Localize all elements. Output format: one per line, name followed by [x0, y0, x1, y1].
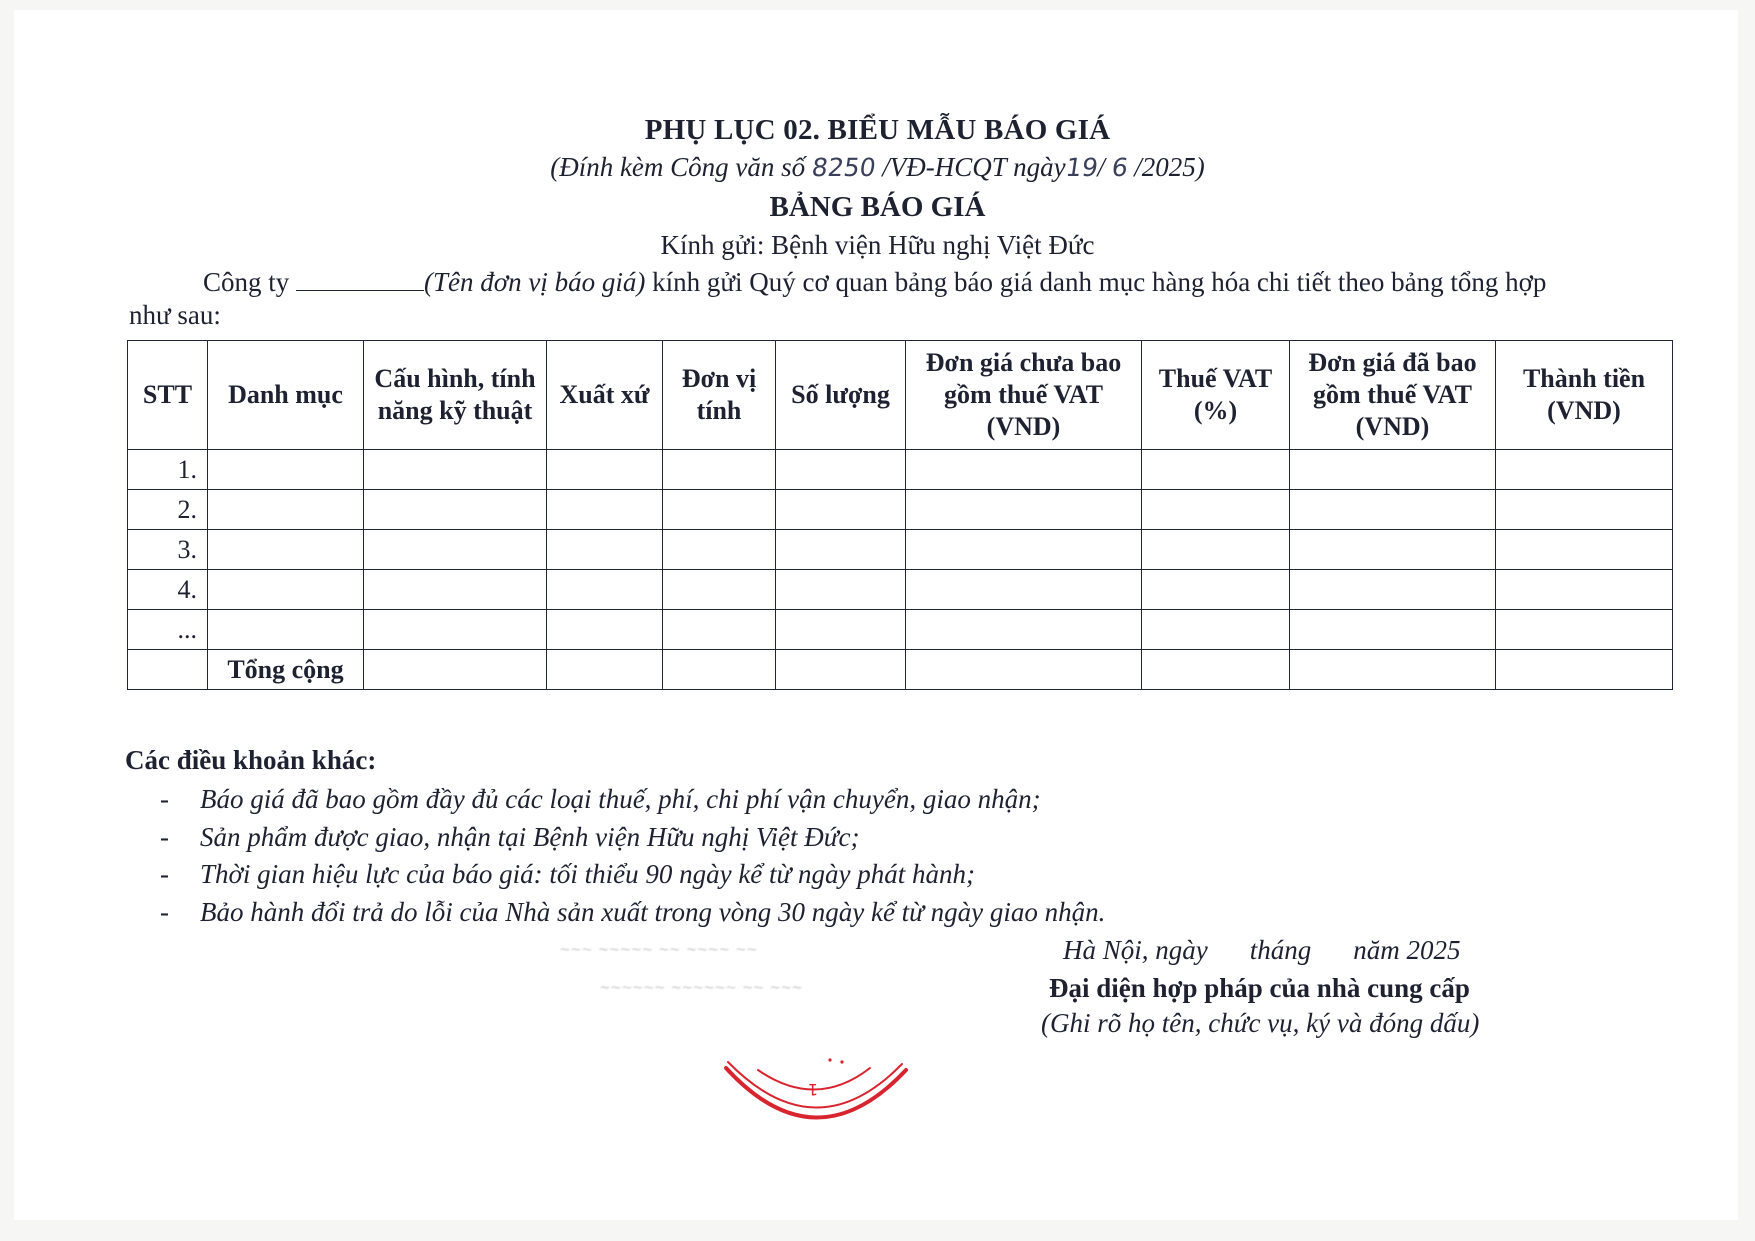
table-cell — [1142, 610, 1290, 650]
table-cell — [663, 650, 776, 690]
table-cell — [1290, 530, 1496, 570]
bullet-dash: - — [160, 784, 169, 814]
table-cell — [208, 610, 364, 650]
table-cell — [776, 610, 906, 650]
show-through-text: ~~~~~~ ~~~~~~ ~~ ~~~ — [600, 978, 803, 997]
table-cell — [776, 570, 906, 610]
seal-dot — [840, 1060, 843, 1063]
table-cell — [1496, 530, 1673, 570]
quotation-table — [127, 340, 1673, 690]
table-cell — [1290, 650, 1496, 690]
header-specification: Cấu hình, tính năng kỹ thuật — [364, 341, 547, 450]
table-cell — [906, 650, 1142, 690]
term-text: Bảo hành đổi trả do lỗi của Nhà sản xuất trong vòng 30 ngày kể từ ngày giao nhận. — [200, 896, 1106, 927]
table-cell — [776, 530, 906, 570]
table-cell — [1496, 650, 1673, 690]
table-cell — [547, 610, 663, 650]
row-number: 3. — [128, 530, 208, 570]
table-cell — [547, 450, 663, 490]
table-header-row — [128, 341, 1673, 450]
term-text: Báo giá đã bao gồm đầy đủ các loại thuế, phí, chi phí vận chuyển, giao nhận; — [200, 784, 1041, 814]
table-cell — [663, 450, 776, 490]
subtitle-prefix: (Đính kèm Công văn số — [550, 152, 812, 182]
seal-fragment-text: 1 — [807, 1080, 818, 1099]
bullet-dash: - — [160, 821, 169, 852]
document-subtitle — [0, 152, 1755, 183]
term-text: Thời gian hiệu lực của báo giá: tối thiểu 90 ngày kể từ ngày phát hành; — [200, 859, 975, 889]
row-number: ... — [128, 610, 208, 650]
table-cell — [364, 610, 547, 650]
table-cell — [1290, 490, 1496, 530]
table-cell — [364, 530, 547, 570]
date-place-day: Hà Nội, ngày — [1063, 935, 1208, 965]
table-cell — [663, 610, 776, 650]
table-cell — [1496, 610, 1673, 650]
date-month: tháng — [1249, 935, 1312, 965]
subtitle-suffix: /2025) — [1127, 152, 1205, 182]
table-cell — [906, 490, 1142, 530]
table-cell — [663, 570, 776, 610]
table-cell — [1142, 450, 1290, 490]
list-item — [160, 784, 1105, 822]
intro-line-1 — [203, 267, 1546, 298]
table-cell — [1290, 570, 1496, 610]
signatory-title: Đại diện hợp pháp của nhà cung cấp — [1049, 973, 1470, 1003]
intro-line-1-rest: kính gửi Quý cơ quan bảng báo giá danh mục hàng hóa chi tiết theo bảng tổng hợp — [645, 267, 1547, 297]
table-cell — [208, 530, 364, 570]
list-item — [160, 822, 1105, 860]
term-text: Sản phẩm được giao, nhận tại Bệnh viện Hữu nghị Việt Đức; — [200, 821, 860, 852]
company-placeholder: (Tên đơn vị báo giá) — [424, 267, 646, 297]
seal-dot — [828, 1058, 831, 1061]
header-unit-price-incl-vat: Đơn giá đã bao gồm thuế VAT (VND) — [1290, 341, 1496, 450]
table-cell — [128, 650, 208, 690]
table-cell — [364, 650, 547, 690]
row-number: 4. — [128, 570, 208, 610]
table-cell — [1142, 570, 1290, 610]
signatory-note: (Ghi rõ họ tên, chức vụ, ký và đóng dấu) — [1041, 1008, 1480, 1038]
table-cell — [1290, 610, 1496, 650]
table-cell — [1142, 490, 1290, 530]
document-title: PHỤ LỤC 02. BIỂU MẪU BÁO GIÁ — [644, 114, 1111, 146]
table-cell — [1290, 450, 1496, 490]
table-cell — [1142, 650, 1290, 690]
table-cell — [776, 490, 906, 530]
table-row — [128, 610, 1673, 650]
header-amount: Thành tiền (VND) — [1496, 341, 1673, 450]
header-unit-price-excl-vat: Đơn giá chưa bao gồm thuế VAT (VND) — [906, 341, 1142, 450]
table-cell — [663, 530, 776, 570]
red-seal-fragment — [718, 1048, 914, 1134]
table-cell — [776, 650, 906, 690]
header-category: Danh mục — [208, 341, 364, 450]
header-quantity: Số lượng — [776, 341, 906, 450]
table-cell — [547, 570, 663, 610]
table-cell — [1142, 530, 1290, 570]
signature-date-line — [1063, 935, 1461, 966]
table-total-row — [128, 650, 1673, 690]
table-row — [128, 570, 1673, 610]
row-number: 1. — [128, 450, 208, 490]
subtitle-sep: / — [1097, 152, 1112, 182]
header-origin: Xuất xứ — [547, 341, 663, 450]
table-cell — [208, 450, 364, 490]
quote-heading: BẢNG BÁO GIÁ — [769, 191, 986, 223]
show-through-text: ~~~ ~~~~~ ~~ ~~~~ ~~ — [560, 940, 758, 959]
table-cell — [208, 490, 364, 530]
date-year: năm 2025 — [1353, 935, 1461, 965]
table-cell — [663, 490, 776, 530]
table-cell — [1496, 450, 1673, 490]
bullet-dash: - — [160, 896, 169, 927]
table-cell — [906, 570, 1142, 610]
subtitle-mid: /VĐ-HCQT ngày — [875, 152, 1066, 182]
company-word: Công ty — [203, 267, 297, 297]
table-cell — [364, 450, 547, 490]
header-vat-rate: Thuế VAT (%) — [1142, 341, 1290, 450]
total-label: Tổng cộng — [208, 650, 364, 690]
table-row — [128, 490, 1673, 530]
table-cell — [364, 570, 547, 610]
list-item — [160, 897, 1105, 935]
intro-line-2: như sau: — [129, 300, 221, 330]
table-cell — [547, 490, 663, 530]
addressee: Kính gửi: Bệnh viện Hữu nghị Việt Đức — [660, 230, 1095, 260]
table-cell — [547, 650, 663, 690]
header-stt: STT — [128, 341, 208, 450]
company-name-blank — [296, 268, 424, 291]
terms-list — [160, 784, 1105, 934]
table-cell — [208, 570, 364, 610]
header-unit: Đơn vị tính — [663, 341, 776, 450]
row-number: 2. — [128, 490, 208, 530]
bullet-dash: - — [160, 859, 169, 889]
table-cell — [906, 610, 1142, 650]
table-cell — [364, 490, 547, 530]
table-cell — [906, 530, 1142, 570]
terms-heading: Các điều khoản khác: — [125, 745, 377, 775]
table-cell — [1496, 570, 1673, 610]
table-cell — [547, 530, 663, 570]
handwritten-doc-number: 8250 — [809, 153, 878, 182]
handwritten-day: 19 — [1063, 153, 1100, 182]
table-cell — [906, 450, 1142, 490]
table-row — [128, 450, 1673, 490]
table-cell — [1496, 490, 1673, 530]
list-item — [160, 859, 1105, 897]
handwritten-month: 6 — [1109, 153, 1130, 182]
table-row — [128, 530, 1673, 570]
table-cell — [776, 450, 906, 490]
